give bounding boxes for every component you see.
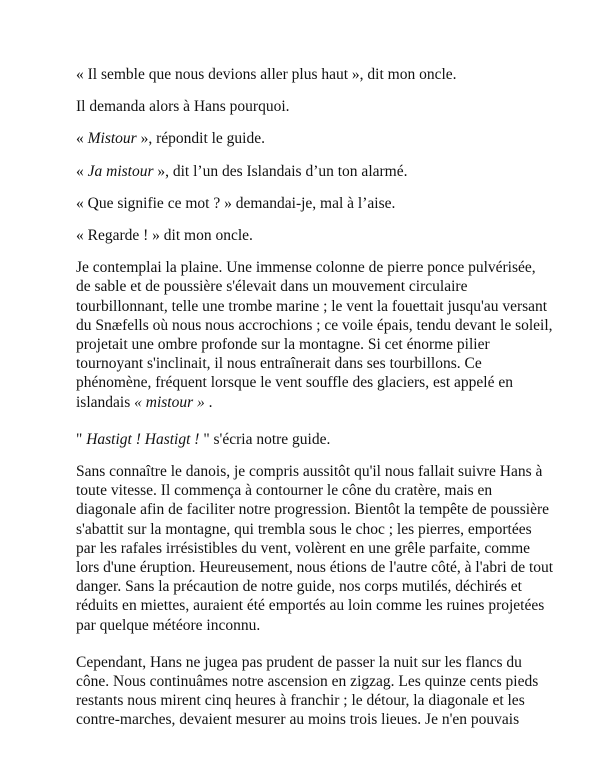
- paragraph-1: « Il semble que nous devions aller plus haut », dit mon oncle.: [76, 66, 457, 83]
- paragraph-10: Cependant, Hans ne jugea pas prudent de passer la nuit sur les flancs du cône. Nous continuâmes notre ascension en zigzag. Les quinze cents pieds restants nous mirent cinq heures à franchir ; le détour, la diagonale et les contre-marches, devaient mesurer au moins trois lieues. Je n'en pouvais: [76, 653, 539, 729]
- paragraph-5: « Que signifie ce mot ? » demandai-je, mal à l’aise.: [76, 194, 396, 212]
- paragraph-9: Sans connaître le danois, je compris aussitôt qu'il nous fallait suivre Hans à toute vitesse. Il commença à contourner le cône du cratère, mais en diagonale afin de faciliter notre progression. Bientôt la tempête de poussière s'abattit sur la montagne, qui trembla sous le choc ; les pierres, emportées par les rafales irrésistibles du vent, volèrent en une grêle parfaite, comme lors d'une éruption. Heureusement, nous étions de l'autre côté, à l'abri de tout danger. Sans la précaution de notre guide, nos corps mutilés, déchirés et réduits en miettes, auraient été emportés au loin comme les ruines projetées par quelque météore inconnu.: [76, 463, 554, 634]
- paragraph-6: « Regarde ! » dit mon oncle.: [76, 227, 253, 245]
- paragraph-3: [76, 129, 554, 148]
- paragraph-8-pre: ": [76, 430, 87, 448]
- paragraph-4-pre: «: [76, 162, 88, 180]
- paragraph-7: [76, 258, 554, 412]
- paragraph-8-emphasis: Hastigt ! Hastigt !: [86, 430, 200, 448]
- paragraph-4-emphasis: Ja mistour: [87, 162, 154, 180]
- paragraph-4: [76, 162, 554, 181]
- paragraph-8: [76, 430, 554, 449]
- paragraph-7-emphasis: « mistour »: [134, 393, 205, 411]
- document-page: [76, 65, 554, 748]
- paragraph-2: Il demanda alors à Hans pourquoi.: [76, 98, 290, 116]
- paragraph-4-post: », dit l’un des Islandais d’un ton alarmé.: [153, 162, 408, 180]
- paragraph-7-post: .: [204, 393, 213, 411]
- paragraph-7-pre: Je contemplai la plaine. Une immense colonne de pierre ponce pulvérisée, de sable et de poussière s'élevait dans un mouvement circulaire tourbillonnant, telle une trombe marine ; le vent la fouettait jusqu'au versant du Snæfells où nous nous accrochions ; ce voile épais, tendu devant le soleil, projetait une ombre profonde sur la montagne. Si cet énorme pilier tournoyant s'inclinait, il nous entraînerait dans ses tourbillons. Ce phénomène, fréquent lorsque le vent souffle des glaciers, est appelé en islandais: [76, 259, 553, 411]
- paragraph-3-pre: «: [76, 130, 88, 148]
- paragraph-3-post: », répondit le guide.: [136, 130, 265, 148]
- paragraph-3-emphasis: Mistour: [87, 130, 137, 148]
- paragraph-8-post: " s'écria notre guide.: [199, 430, 331, 448]
